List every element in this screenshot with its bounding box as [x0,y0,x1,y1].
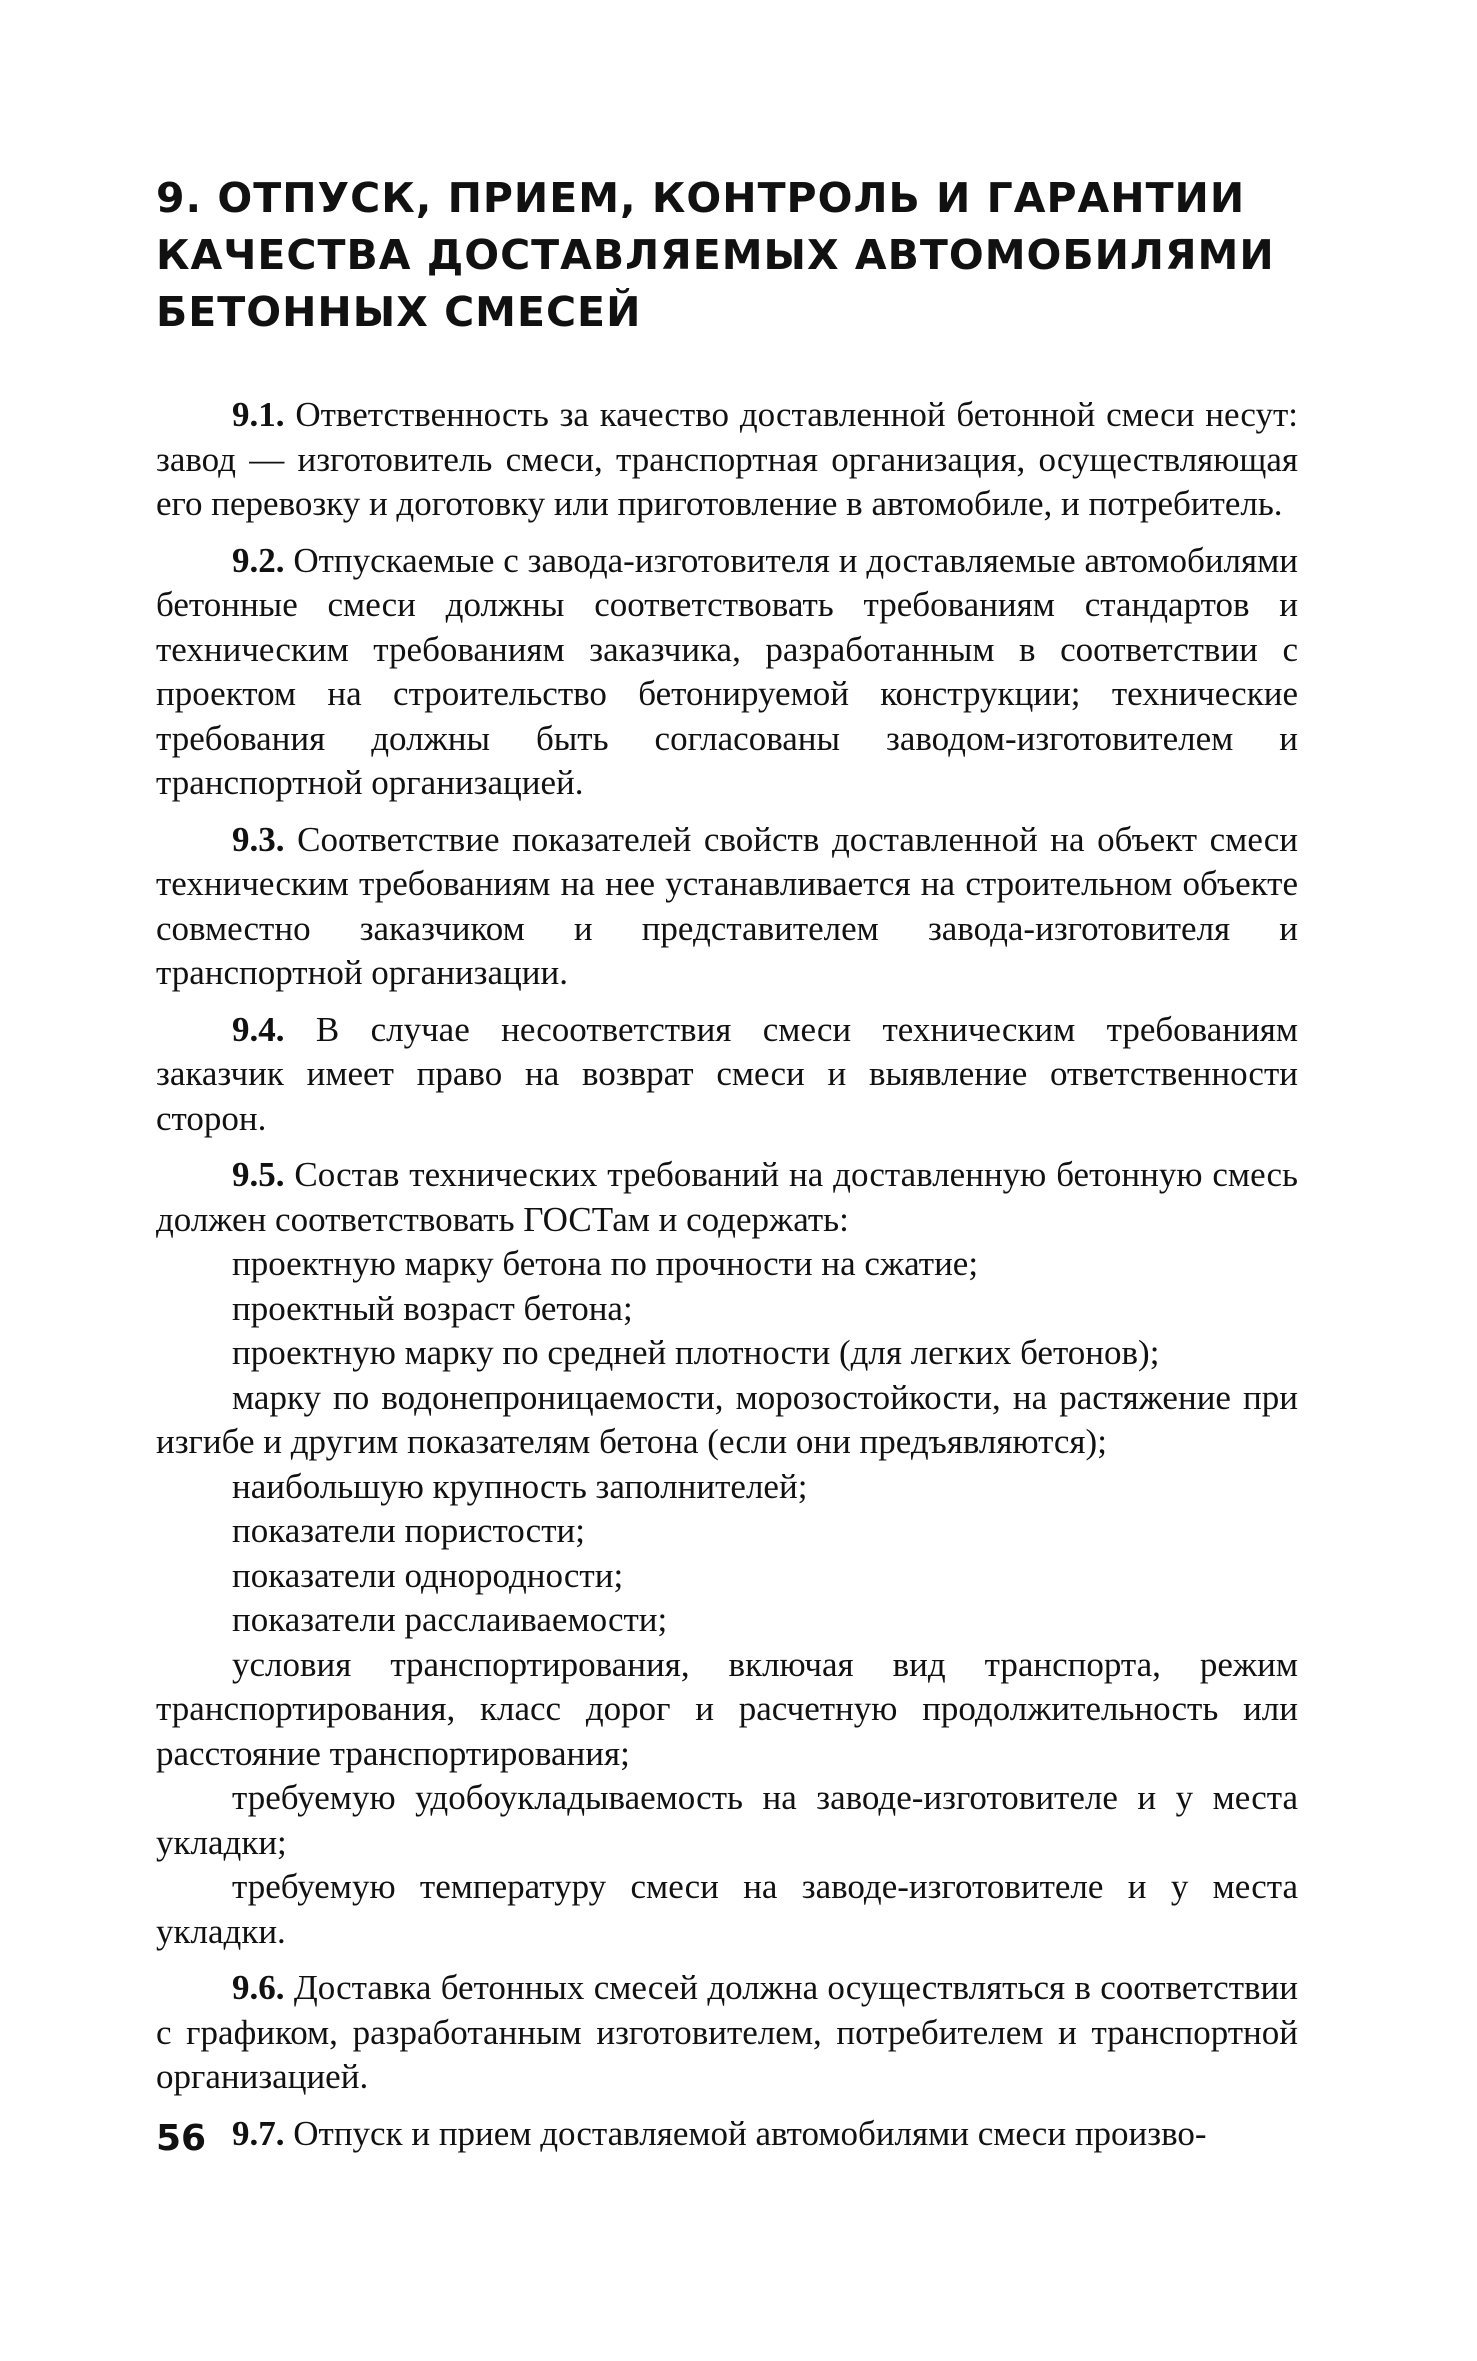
list-item: наибольшую крупность заполнителей; [232,1466,808,1506]
paragraph-number: 9.1. [232,395,285,434]
list-item: проектный возраст бетона; [232,1288,633,1328]
heading-line-1: 9. ОТПУСК, ПРИЕМ, КОНТРОЛЬ И ГАРАНТИИ [156,174,1246,222]
paragraph-number: 9.2. [232,540,285,580]
heading-line-2: КАЧЕСТВА ДОСТАВЛЯЕМЫХ АВТОМОБИЛЯМИ [156,231,1275,279]
document-page [156,170,1298,2156]
paragraph-9-6 [156,1966,1298,2100]
paragraph-number: 9.4. [232,1009,285,1049]
paragraph-number: 9.7. [232,2113,285,2153]
requirements-list [156,1242,1298,1954]
paragraph-text: Отпускаемые с завода-изготовителя и доставляемые автомобилями бетонные смеси должны соответствовать требованиям стандартов и техническим требованиям заказчика, разработанным в соответствии с проектом на строительство бетонируемой конструкции; технические требования должны быть согласованы заводом-изготовителем и транспортной организацией. [156,540,1298,802]
list-item: условия транспортирования, включая вид транспорта, режим транспортирования, класс дорог и расчетную продолжительность или расстояние транспортирования; [156,1644,1298,1773]
paragraph-9-4 [156,1008,1298,1142]
list-item: проектную марку по средней плотности (для легких бетонов); [232,1333,1160,1372]
page-number: 56 [156,2118,207,2159]
list-item: марку по водонепроницаемости, морозостойкости, на растяжение при изгибе и другим показателям бетона (если они предъявляются); [156,1377,1298,1461]
paragraph-number: 9.3. [232,819,285,859]
list-item: показатели пористости; [232,1511,585,1550]
list-item: требуемую температуру смеси на заводе-изготовителе и у места укладки. [156,1867,1298,1951]
body-text [156,393,1298,2156]
paragraph-text: Состав технических требований на доставленную бетонную смесь должен соответствовать ГОСТам и содержать: [156,1155,1298,1239]
paragraph-text: Отпуск и прием доставляемой автомобилями смеси произво- [284,2113,1207,2153]
paragraph-text: Доставка бетонных смесей должна осуществляться в соответствии с графиком, разработанным изготовителем, потребителем и транспортной организацией. [156,1968,1298,2096]
paragraph-9-3 [156,818,1298,996]
list-item: требуемую удобоукладываемость на заводе-изготовителе и у места укладки; [156,1778,1298,1862]
paragraph-number: 9.5. [232,1155,285,1194]
paragraph-number: 9.6. [232,1968,285,2007]
paragraph-text: Ответственность за качество доставленной бетонной смеси несут: завод — изготовитель смеси, транспортная организация, осуществляющая его перевозку и доготовку или приготовление в автомобиле, и потребитель. [156,395,1298,523]
list-item: проектную марку бетона по прочности на сжатие; [232,1244,979,1283]
list-item: показатели расслаиваемости; [232,1600,668,1639]
section-heading [156,170,1298,341]
paragraph-9-5 [156,1153,1298,1242]
heading-line-3: БЕТОННЫХ СМЕСЕЙ [156,288,642,336]
paragraph-text: Соответствие показателей свойств доставленной на объект смеси техническим требованиям на нее устанавливается на строительном объекте совместно заказчиком и представителем завода-изготовителя и транспортной организации. [156,819,1298,992]
paragraph-9-1 [156,393,1298,527]
paragraph-9-2 [156,539,1298,806]
paragraph-9-7 [156,2112,1298,2157]
list-item: показатели однородности; [232,1555,624,1595]
paragraph-text: В случае несоответствия смеси техническим требованиям заказчик имеет право на возврат смеси и выявление ответственности сторон. [156,1009,1298,1138]
